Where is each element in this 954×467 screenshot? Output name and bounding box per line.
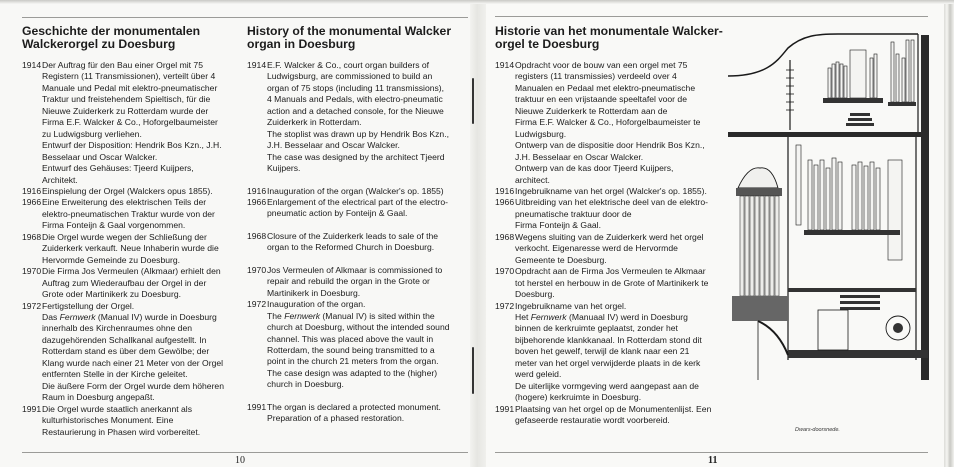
german-column	[22, 25, 238, 438]
entry-year: 1991	[22, 403, 42, 414]
entry-text	[42, 301, 238, 404]
page-number-right: 11	[708, 455, 718, 466]
blower-hub	[893, 323, 903, 333]
entry-text: Die Firma Jos Vermeulen (Alkmaar) erhielt den Auftrag zum Wiederaufbau der Orgel in der Grote oder Martinikerk zu Doesburg.	[42, 266, 221, 300]
top-rule-left	[22, 17, 468, 18]
entry-year: 1972	[22, 300, 42, 311]
entry-text: The organ is declared a protected monument. Preparation of a phased restoration.	[267, 401, 441, 424]
entry-text-italic: Fernwerk	[59, 311, 96, 322]
bottom-rule-right	[495, 452, 928, 453]
entry-text: Closure of the Zuiderkerk leads to sale of the organ to the Reformed Church in Doesburg.	[267, 230, 439, 253]
english-entry-1991	[247, 402, 469, 425]
entry-text-italic: Fernwerk	[530, 311, 567, 322]
entry-text	[267, 299, 469, 391]
english-entry-1966	[247, 197, 469, 220]
entry-text: E.F. Walcker & Co., court organ builders of Ludwigsburg, are commissioned to build an organ of 75 stops (including 11 transmissions), 4 Manuals and Pedals, with electro-pneumatic action and a detached console, for the Nieuwe Zuiderkerk in Rotterdam. The stoplist was drawn up by Hendrik Bos Kzn., J.H. Besselaar and Oscar Walcker. The case was designed by the architect Tjeerd Kuijpers.	[267, 60, 449, 174]
dutch-entry-1970	[495, 266, 727, 300]
entry-text: Jos Vermeulen of Alkmaar is commissioned to repair and rebuild the organ in the Grote or Martinikerk in Doesburg.	[267, 264, 443, 298]
entry-text: Inauguration of the organ (Walcker's op. 1855)	[267, 185, 444, 196]
illustration-caption: Dwars-doorsnede.	[795, 427, 840, 433]
dutch-entry-1916	[495, 186, 727, 197]
entry-year: 1966	[495, 197, 515, 208]
entry-text: Die Orgel wurde staatlich anerkannt als kulturhistorisches Monument. Eine Restaurierung in Phasen wird vorbereitet.	[42, 403, 201, 437]
dutch-entry-1968	[495, 232, 727, 266]
gallery-floor	[788, 288, 916, 292]
entry-year: 1966	[22, 197, 42, 208]
entry-text-b: (Manual IV) is sited within the church at Doesburg, without the intended sound channel. This was placed above the vault in Rotterdam, the sound being transmitted to a point in the church 21 meters from the organ. The case design was adapted to the (higher) church in Doesburg.	[267, 310, 450, 390]
spacer	[247, 220, 469, 231]
entry-year: 1968	[22, 231, 42, 242]
windchest	[888, 102, 916, 106]
german-entry-1972	[22, 301, 238, 404]
entry-text-a: Inauguration of the organ. The	[267, 299, 366, 321]
lower-bellows	[840, 295, 880, 310]
binding-staple-bottom	[472, 347, 474, 394]
entry-year: 1914	[247, 60, 267, 70]
page-edge	[944, 0, 954, 467]
english-entry-1972	[247, 299, 469, 391]
spacer	[247, 254, 469, 265]
entry-year: 1972	[495, 300, 515, 311]
entry-text: Einspielung der Orgel (Walckers opus 1855).	[42, 185, 213, 196]
case-base	[732, 296, 788, 321]
entry-year: 1966	[247, 196, 267, 207]
entry-year: 1991	[247, 401, 267, 412]
english-entry-1916	[247, 186, 469, 197]
case-dome	[738, 168, 778, 188]
entry-year: 1916	[22, 185, 42, 196]
english-entry-1968	[247, 231, 469, 254]
ground-floor	[788, 350, 928, 358]
entry-year: 1916	[247, 185, 267, 196]
german-entry-1991	[22, 404, 238, 438]
english-column	[247, 25, 469, 425]
book-gutter	[470, 0, 486, 467]
entry-text	[515, 301, 727, 404]
german-entry-1970	[22, 266, 238, 300]
reservoir-bellows	[846, 113, 874, 126]
dutch-column	[495, 25, 727, 427]
entry-year: 1970	[247, 264, 267, 275]
entry-text-a: Ingebruikname van het orgel. Het	[515, 300, 627, 322]
entry-text: Eine Erweiterung des elektrischen Teils der elektro-pneumatischen Traktur wurde von der Firma Fonteijn & Gaal vorgenommen.	[42, 197, 215, 231]
main-pipes	[796, 145, 902, 260]
entry-text-italic: Fernwerk	[284, 310, 321, 321]
entry-text: Plaatsing van het orgel op de Monumentenlijst. Een gefaseerde restauratie wordt voorbereid.	[515, 403, 712, 426]
entry-text: Der Auftrag für den Bau einer Orgel mit 75 Registern (11 Transmissionen), verteilt über 4 Manuale und Pedal mit elektro-pneumatischer Traktur und freistehendem Spieltisch, für die Nieuwe Zuiderkerk zu Rotterdam wurde der Firma E.F. Walcker & Co., Hoforgelbaumeister zu Ludwigsburg verliehen. Entwurf der Disposition: Hendrik Bos Kzn., J.H. Besselaar und Oscar Walcker. Entwurf des Gehäuses: Tjeerd Kuijpers, Architekt.	[42, 60, 222, 185]
spacer	[247, 175, 469, 186]
entry-text: Opdracht aan de Firma Jos Vermeulen te Alkmaar tot herstel en herbouw in de Grote of Martinikerk te Doesburg.	[515, 266, 709, 300]
entry-text: Enlargement of the electrical part of the electro- pneumatic action by Fonteijn & Gaal.	[267, 196, 449, 219]
case-front-pipes	[740, 196, 779, 296]
english-entry-1970	[247, 265, 469, 299]
entry-year: 1914	[22, 60, 42, 70]
dutch-entry-1972	[495, 301, 727, 404]
entry-text-b: (Manuaal IV) werd in Doesburg binnen de kerkruimte geplaatst, zonder het bijbehorende klankkanaal. In Rotterdam stond dit boven het gewelf, terwijl de klank naar een 21 meter van het orgel verwijderde plaats in de kerk werd geleid. De uiterlijke vormgeving werd aangepast aan de (hogere) kerkruimte in Doesburg.	[515, 311, 702, 403]
top-edge-shadow	[0, 0, 954, 4]
spacer	[247, 391, 469, 402]
entry-year: 1916	[495, 185, 515, 196]
binding-staple-top	[472, 78, 474, 124]
german-entry-1916	[22, 186, 238, 197]
entry-year: 1970	[22, 266, 42, 277]
case-cornice	[736, 188, 782, 196]
german-entry-1914	[22, 60, 238, 186]
fernwerk-floor	[728, 132, 921, 137]
entry-text: Opdracht voor de bouw van een orgel met 75 registers (11 transmissies) verdeeld over 4 Manualen en Pedaal met elektro-pneumatische traktuur en een vrijstaande speeltafel voor de Nieuwe Zuiderkerk te Rotterdam aan de Firma E.F. Walcker & Co., Hoforgelbaumeister te Ludwigsburg. Ontwerp van de dispositie door Hendrik Bos Kzn., J.H. Besselaar en Oscar Walcker. Ontwerp van de kas door Tjeerd Kuijpers, architect.	[515, 60, 705, 185]
windchest	[823, 98, 883, 103]
windchest	[804, 230, 900, 235]
german-title: Geschichte der monumentalen Walckerorgel zu Doesburg	[22, 24, 201, 51]
entry-text-a: Fertigstellung der Orgel. Das	[42, 300, 135, 322]
german-entry-1968	[22, 232, 238, 266]
dutch-title: Historie van het monumentale Walcker-orgel te Doesburg	[495, 24, 723, 51]
entry-year: 1972	[247, 299, 267, 310]
entry-text: Die Orgel wurde wegen der Schließung der Zuiderkerk verkauft. Neue Inhaberin wurde die Hervormde Gemeinde zu Doesburg.	[42, 231, 219, 265]
bottom-rule-left	[22, 452, 468, 453]
entry-year: 1968	[247, 230, 267, 241]
english-entry-1914	[247, 60, 469, 175]
german-entry-1966	[22, 197, 238, 231]
english-title: History of the monumental Walcker organ in Doesburg	[247, 24, 452, 51]
vault-curve	[728, 34, 918, 76]
organ-cross-section-illustration	[728, 10, 936, 380]
gallery-bracket	[758, 321, 788, 355]
entry-year: 1914	[495, 60, 515, 70]
entry-text: Ingebruikname van het orgel (Walcker's op. 1855).	[515, 185, 707, 196]
entry-text-b: (Manual IV) wurde in Doesburg innerhalb des Kirchenraumes ohne den dazugehörenden Schallkanal aufgestellt. In Rotterdam stand es über dem Gewölbe; der Klang wurde nach einer 21 Meter von der Orgel entfernten Stelle in der Kirche geleitet. Die äußere Form der Orgel wurde dem höheren Raum in Doesburg angepaßt.	[42, 311, 224, 403]
german-entries	[22, 60, 238, 438]
dutch-entry-1914	[495, 60, 727, 186]
outer-wall	[921, 35, 929, 380]
dutch-entries	[495, 60, 727, 427]
dutch-entry-1991	[495, 404, 727, 427]
entry-text: Wegens sluiting van de Zuiderkerk werd het orgel verkocht. Eigenaresse werd de Hervormde Gemeente te Doesburg.	[515, 231, 704, 265]
entry-year: 1968	[495, 231, 515, 242]
entry-year: 1991	[495, 403, 515, 414]
dutch-entry-1966	[495, 197, 727, 231]
page-number-left: 10	[235, 455, 245, 466]
fernwerk-pipes	[828, 40, 914, 102]
door	[818, 310, 848, 350]
entry-year: 1970	[495, 266, 515, 277]
english-entries	[247, 60, 469, 425]
entry-text: Uitbreiding van het elektrische deel van de elektro- pneumatische traktuur door de Firma Fonteijn & Gaal.	[515, 197, 708, 231]
